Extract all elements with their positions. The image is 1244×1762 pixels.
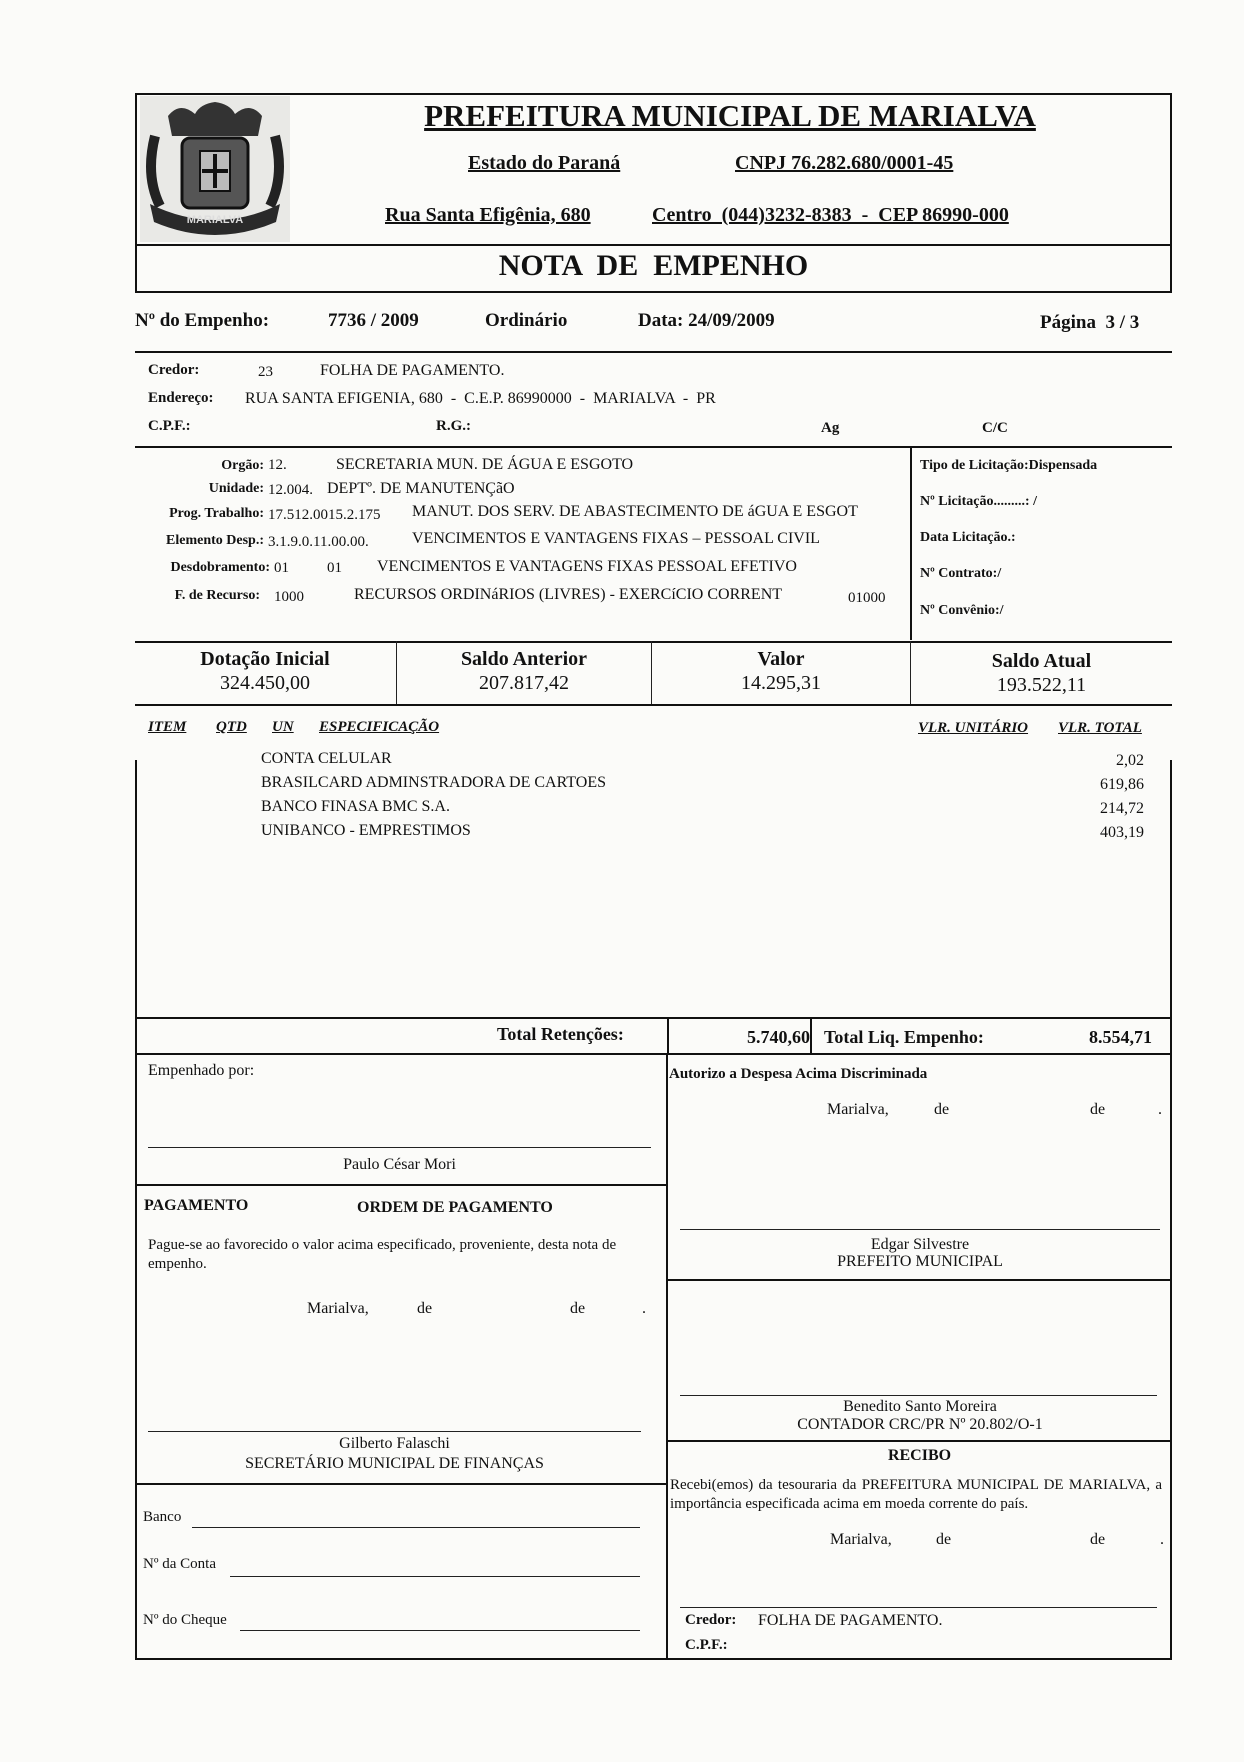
licitacao-date: Data Licitação.: [920,530,1016,545]
item-total: 214,72 [1100,800,1144,817]
banco-label: Banco [143,1509,182,1525]
logo-ribbon-text: MARIALVA [186,214,244,226]
account-label: C/C [982,420,1008,436]
convenio-number: Nº Convênio:/ [920,603,1004,618]
unidade-code: 12.004. [268,482,313,498]
item-desc: BANCO FINASA BMC S.A. [261,798,450,815]
recibo-de-2: de [1090,1531,1106,1548]
autorizo-de-2: de [1090,1101,1106,1118]
licitacao-divider [910,446,912,640]
totals-box [135,1017,1172,1055]
items-header-unit-price: VLR. UNITÁRIO [918,720,1029,736]
recibo-city: Marialva, [830,1531,892,1548]
contact-info: Centro (044)3232-8383 - CEP 86990-000 [652,204,1009,226]
items-left-border [135,760,137,1018]
pagamento-title: PAGAMENTO [144,1197,249,1214]
empenho-number: 7736 / 2009 [328,310,419,331]
cpf-label: C.P.F.: [148,418,191,434]
autorizo-dot: . [1158,1101,1162,1118]
contador-name: Benedito Santo Moreira [843,1398,997,1415]
banco-input-line[interactable] [192,1527,640,1528]
saldos-bottom-border [135,704,1172,706]
secretario-signature-line [148,1431,641,1432]
secretario-role: SECRETÁRIO MUNICIPAL DE FINANÇAS [245,1455,544,1472]
recurso-desc: RECURSOS ORDINáRIOS (LIVRES) - EXERCíCIO CORRENT [354,586,783,603]
licitacao-type: Tipo de Licitação:Dispensada [920,458,1098,473]
header-divider [135,244,1172,246]
autorizo-de-1: de [934,1101,950,1118]
licitacao-number: Nº Licitação.........: / [920,494,1037,509]
conta-label: Nº da Conta [143,1556,216,1572]
item-total: 619,86 [1100,776,1144,793]
elemento-label: Elemento Desp.: [166,533,264,548]
orgao-desc: SECRETARIA MUN. DE ÁGUA E ESGOTO [336,456,634,473]
credor-label: Credor: [148,362,200,378]
items-header-item: ITEM [148,719,187,735]
prog-label: Prog. Trabalho: [169,506,264,521]
desdobramento-desc: VENCIMENTOS E VANTAGENS FIXAS PESSOAL EFETIVO [377,558,797,575]
unidade-label: Unidade: [208,481,264,496]
saldo-atual-label: Saldo Atual [991,650,1092,672]
autorizo-city: Marialva, [827,1101,889,1118]
ordem-pagamento-title: ORDEM DE PAGAMENTO [357,1199,553,1216]
items-header-spec: ESPECIFICAÇÃO [319,719,440,735]
recibo-credor-label: Credor: [685,1612,737,1628]
endereco-label: Endereço: [148,390,214,406]
pague-text: Pague-se ao favorecido o valor acima especificado, proveniente, desta nota de empenho. [148,1237,617,1272]
state-name: Estado do Paraná [468,152,621,174]
pagamento-de-2: de [570,1300,586,1317]
page-number: Página 3 / 3 [1040,312,1140,333]
empenho-label: Nº do Empenho: [135,310,270,331]
empenhado-label: Empenhado por: [148,1062,255,1079]
recibo-signature-line [680,1607,1157,1608]
orgao-label: Orgão: [221,458,264,473]
desdobramento-code-2: 01 [327,560,342,576]
elemento-code: 3.1.9.0.11.00.00. [268,534,369,550]
empenhado-signature-line [148,1147,651,1148]
conta-input-line[interactable] [230,1576,640,1577]
items-header-qtd: QTD [216,719,247,735]
saldo-anterior-value: 207.817,42 [479,672,569,694]
contador-divider [667,1279,1172,1281]
cnpj: CNPJ 76.282.680/0001-45 [735,152,954,174]
item-total: 403,19 [1100,824,1144,841]
liquido-label: Total Liq. Empenho: [824,1027,984,1047]
banco-divider [135,1483,667,1485]
contrato-number: Nº Contrato:/ [920,566,1002,581]
elemento-desc: VENCIMENTOS E VANTAGENS FIXAS – PESSOAL CIVIL [412,530,820,547]
saldo-anterior-label: Saldo Anterior [460,648,588,670]
autorizo-title: Autorizo a Despesa Acima Discriminada [669,1066,928,1082]
bottom-center-border [666,1055,668,1659]
address: Rua Santa Efigênia, 680 [385,204,591,226]
item-desc: CONTA CELULAR [261,750,392,767]
municipality-title: PREFEITURA MUNICIPAL DE MARIALVA [424,98,1036,133]
valor-value: 14.295,31 [741,672,821,694]
orgao-code: 12. [268,457,287,473]
credor-name: FOLHA DE PAGAMENTO. [320,362,505,379]
saldo-atual-value: 193.522,11 [996,674,1087,696]
empenho-type: Ordinário [485,310,568,331]
items-header-un: UN [272,719,294,735]
prefeito-name: Edgar Silvestre [870,1236,970,1253]
endereco-value: RUA SANTA EFIGENIA, 680 - C.E.P. 86990000 - MARIALVA - PR [245,390,716,407]
items-right-border [1170,760,1172,1018]
municipal-coat-of-arms-logo [140,96,290,242]
meta-divider [135,351,1172,353]
valor-label: Valor [757,648,805,670]
retencoes-label: Total Retenções: [497,1024,624,1044]
recurso-label: F. de Recurso: [174,588,260,603]
credor-code: 23 [258,364,273,380]
item-total: 2,02 [1116,752,1144,769]
prefeito-role: PREFEITO MUNICIPAL [837,1253,1003,1270]
prefeito-signature-line [680,1229,1160,1230]
recibo-title: RECIBO [887,1447,952,1464]
secretario-name: Gilberto Falaschi [339,1435,450,1452]
recibo-dot: . [1160,1531,1164,1548]
empenho-date: Data: 24/09/2009 [638,310,775,331]
recibo-text: Recebi(emos) da tesouraria da PREFEITURA MUNICIPAL DE MARIALVA, a importância especificada acima em moeda corrente do país. [670,1477,1162,1512]
cheque-input-line[interactable] [240,1630,640,1631]
pagamento-divider [135,1184,667,1186]
document-title: NOTA DE EMPENHO [498,249,809,282]
bottom-border [135,1658,1172,1660]
unidade-desc: DEPTº. DE MANUTENÇãO [327,480,515,497]
dotacao-label: Dotação Inicial [200,648,330,670]
items-header-total: VLR. TOTAL [1058,720,1142,736]
desdobramento-code: 01 [274,560,289,576]
contador-signature-line [680,1395,1157,1396]
totals-sep-1 [667,1017,669,1055]
recibo-cpf-label: C.P.F.: [685,1637,728,1653]
pagamento-dot: . [642,1300,646,1317]
liquido-value: 8.554,71 [1089,1027,1152,1047]
totals-sep-2 [810,1017,812,1055]
bottom-left-border [135,1055,137,1659]
pagamento-de-1: de [417,1300,433,1317]
empenhado-name: Paulo César Mori [343,1156,456,1173]
recurso-code-2: 01000 [848,590,886,606]
bottom-right-border [1170,1055,1172,1659]
cheque-label: Nº do Cheque [143,1612,227,1628]
desdobramento-label: Desdobramento: [170,560,270,575]
item-desc: UNIBANCO - EMPRESTIMOS [261,822,471,839]
recibo-de-1: de [936,1531,952,1548]
prog-desc: MANUT. DOS SERV. DE ABASTECIMENTO DE áGUA E ESGOT [412,503,858,520]
dotacao-value: 324.450,00 [220,672,310,694]
saldos-top-border [135,641,1172,643]
agency-label: Ag [821,420,840,436]
retencoes-value: 5.740,60 [747,1027,810,1047]
recibo-divider [667,1440,1172,1442]
credor-divider [135,446,1172,448]
item-desc: BRASILCARD ADMINSTRADORA DE CARTOES [261,774,607,791]
recibo-credor-value: FOLHA DE PAGAMENTO. [758,1612,943,1629]
pagamento-city: Marialva, [307,1300,369,1317]
contador-role: CONTADOR CRC/PR Nº 20.802/O-1 [797,1416,1043,1433]
rg-label: R.G.: [436,418,471,434]
recurso-code: 1000 [274,589,304,605]
prog-code: 17.512.0015.2.175 [268,507,381,523]
